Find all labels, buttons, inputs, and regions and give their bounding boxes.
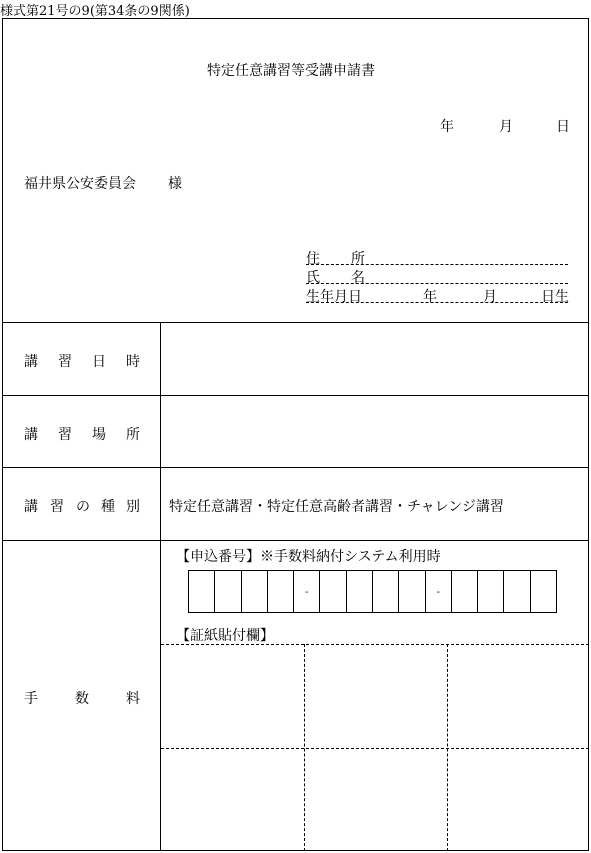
form-code: 様式第21号の9(第34条の9関係) [0, 4, 190, 19]
birth-label: 生年月日 [306, 289, 362, 305]
row-label-place-3: 場 [92, 427, 106, 443]
address-underline [306, 264, 568, 265]
date-month-label: 月 [499, 119, 513, 135]
stamp-grid-line [161, 748, 589, 749]
row-label-place-4: 所 [126, 427, 140, 443]
name-label-1: 氏 [306, 270, 320, 286]
number-box[interactable] [478, 571, 504, 612]
birth-year-label: 年 [423, 289, 437, 305]
name-underline [306, 283, 568, 284]
number-box[interactable] [320, 571, 346, 612]
addressee-name: 福井県公安委員会 [24, 176, 136, 192]
row-divider [2, 540, 589, 541]
row-label-type-2: 習 [50, 499, 64, 515]
stamp-grid-line [304, 644, 305, 851]
number-box[interactable] [347, 571, 373, 612]
number-box[interactable] [504, 571, 530, 612]
row-label-place-2: 習 [58, 427, 72, 443]
number-box[interactable] [242, 571, 268, 612]
addressee-honorific: 様 [168, 176, 182, 192]
row-label-datetime-4: 時 [126, 354, 140, 370]
date-day-label: 日 [556, 119, 570, 135]
row-label-datetime-2: 習 [58, 354, 72, 370]
stamp-area-heading: 【証紙貼付欄】 [176, 628, 274, 644]
row-label-fee-3: 料 [126, 691, 140, 707]
address-label-2: 所 [351, 251, 365, 267]
row-divider [2, 467, 589, 468]
row-label-datetime-1: 講 [24, 354, 38, 370]
row-label-place-1: 講 [24, 427, 38, 443]
number-box[interactable] [189, 571, 215, 612]
row-label-fee-2: 数 [75, 691, 89, 707]
row-label-type-5: 別 [126, 499, 140, 515]
application-number-heading: 【申込番号】※手数料納付システム利用時 [176, 549, 441, 565]
row-divider [2, 322, 589, 323]
column-divider [160, 322, 161, 851]
birth-month-label: 月 [483, 289, 497, 305]
address-label-1: 住 [306, 251, 320, 267]
number-box[interactable] [452, 571, 478, 612]
row-label-datetime-3: 日 [92, 354, 106, 370]
name-label-2: 名 [351, 270, 365, 286]
form-title: 特定任意講習等受講申請書 [207, 63, 375, 79]
stamp-grid-line [161, 644, 589, 645]
row-label-type-3: の [76, 499, 90, 515]
number-box-separator: - [294, 571, 320, 612]
form-frame [2, 18, 589, 851]
number-box-separator: - [426, 571, 452, 612]
number-box[interactable] [373, 571, 399, 612]
birth-underline [306, 302, 568, 303]
number-box[interactable] [215, 571, 241, 612]
stamp-grid-line [447, 644, 448, 851]
row-divider [2, 395, 589, 396]
row-label-fee-1: 手 [24, 691, 38, 707]
application-number-boxes [188, 570, 557, 613]
number-box[interactable] [268, 571, 294, 612]
birth-day-label: 日生 [541, 289, 569, 305]
date-year-label: 年 [440, 119, 454, 135]
number-box[interactable] [531, 571, 556, 612]
row-label-type-4: 種 [101, 499, 115, 515]
row-label-type-1: 講 [24, 499, 38, 515]
course-type-value: 特定任意講習・特定任意高齢者講習・チャレンジ講習 [169, 499, 504, 515]
number-box[interactable] [399, 571, 425, 612]
